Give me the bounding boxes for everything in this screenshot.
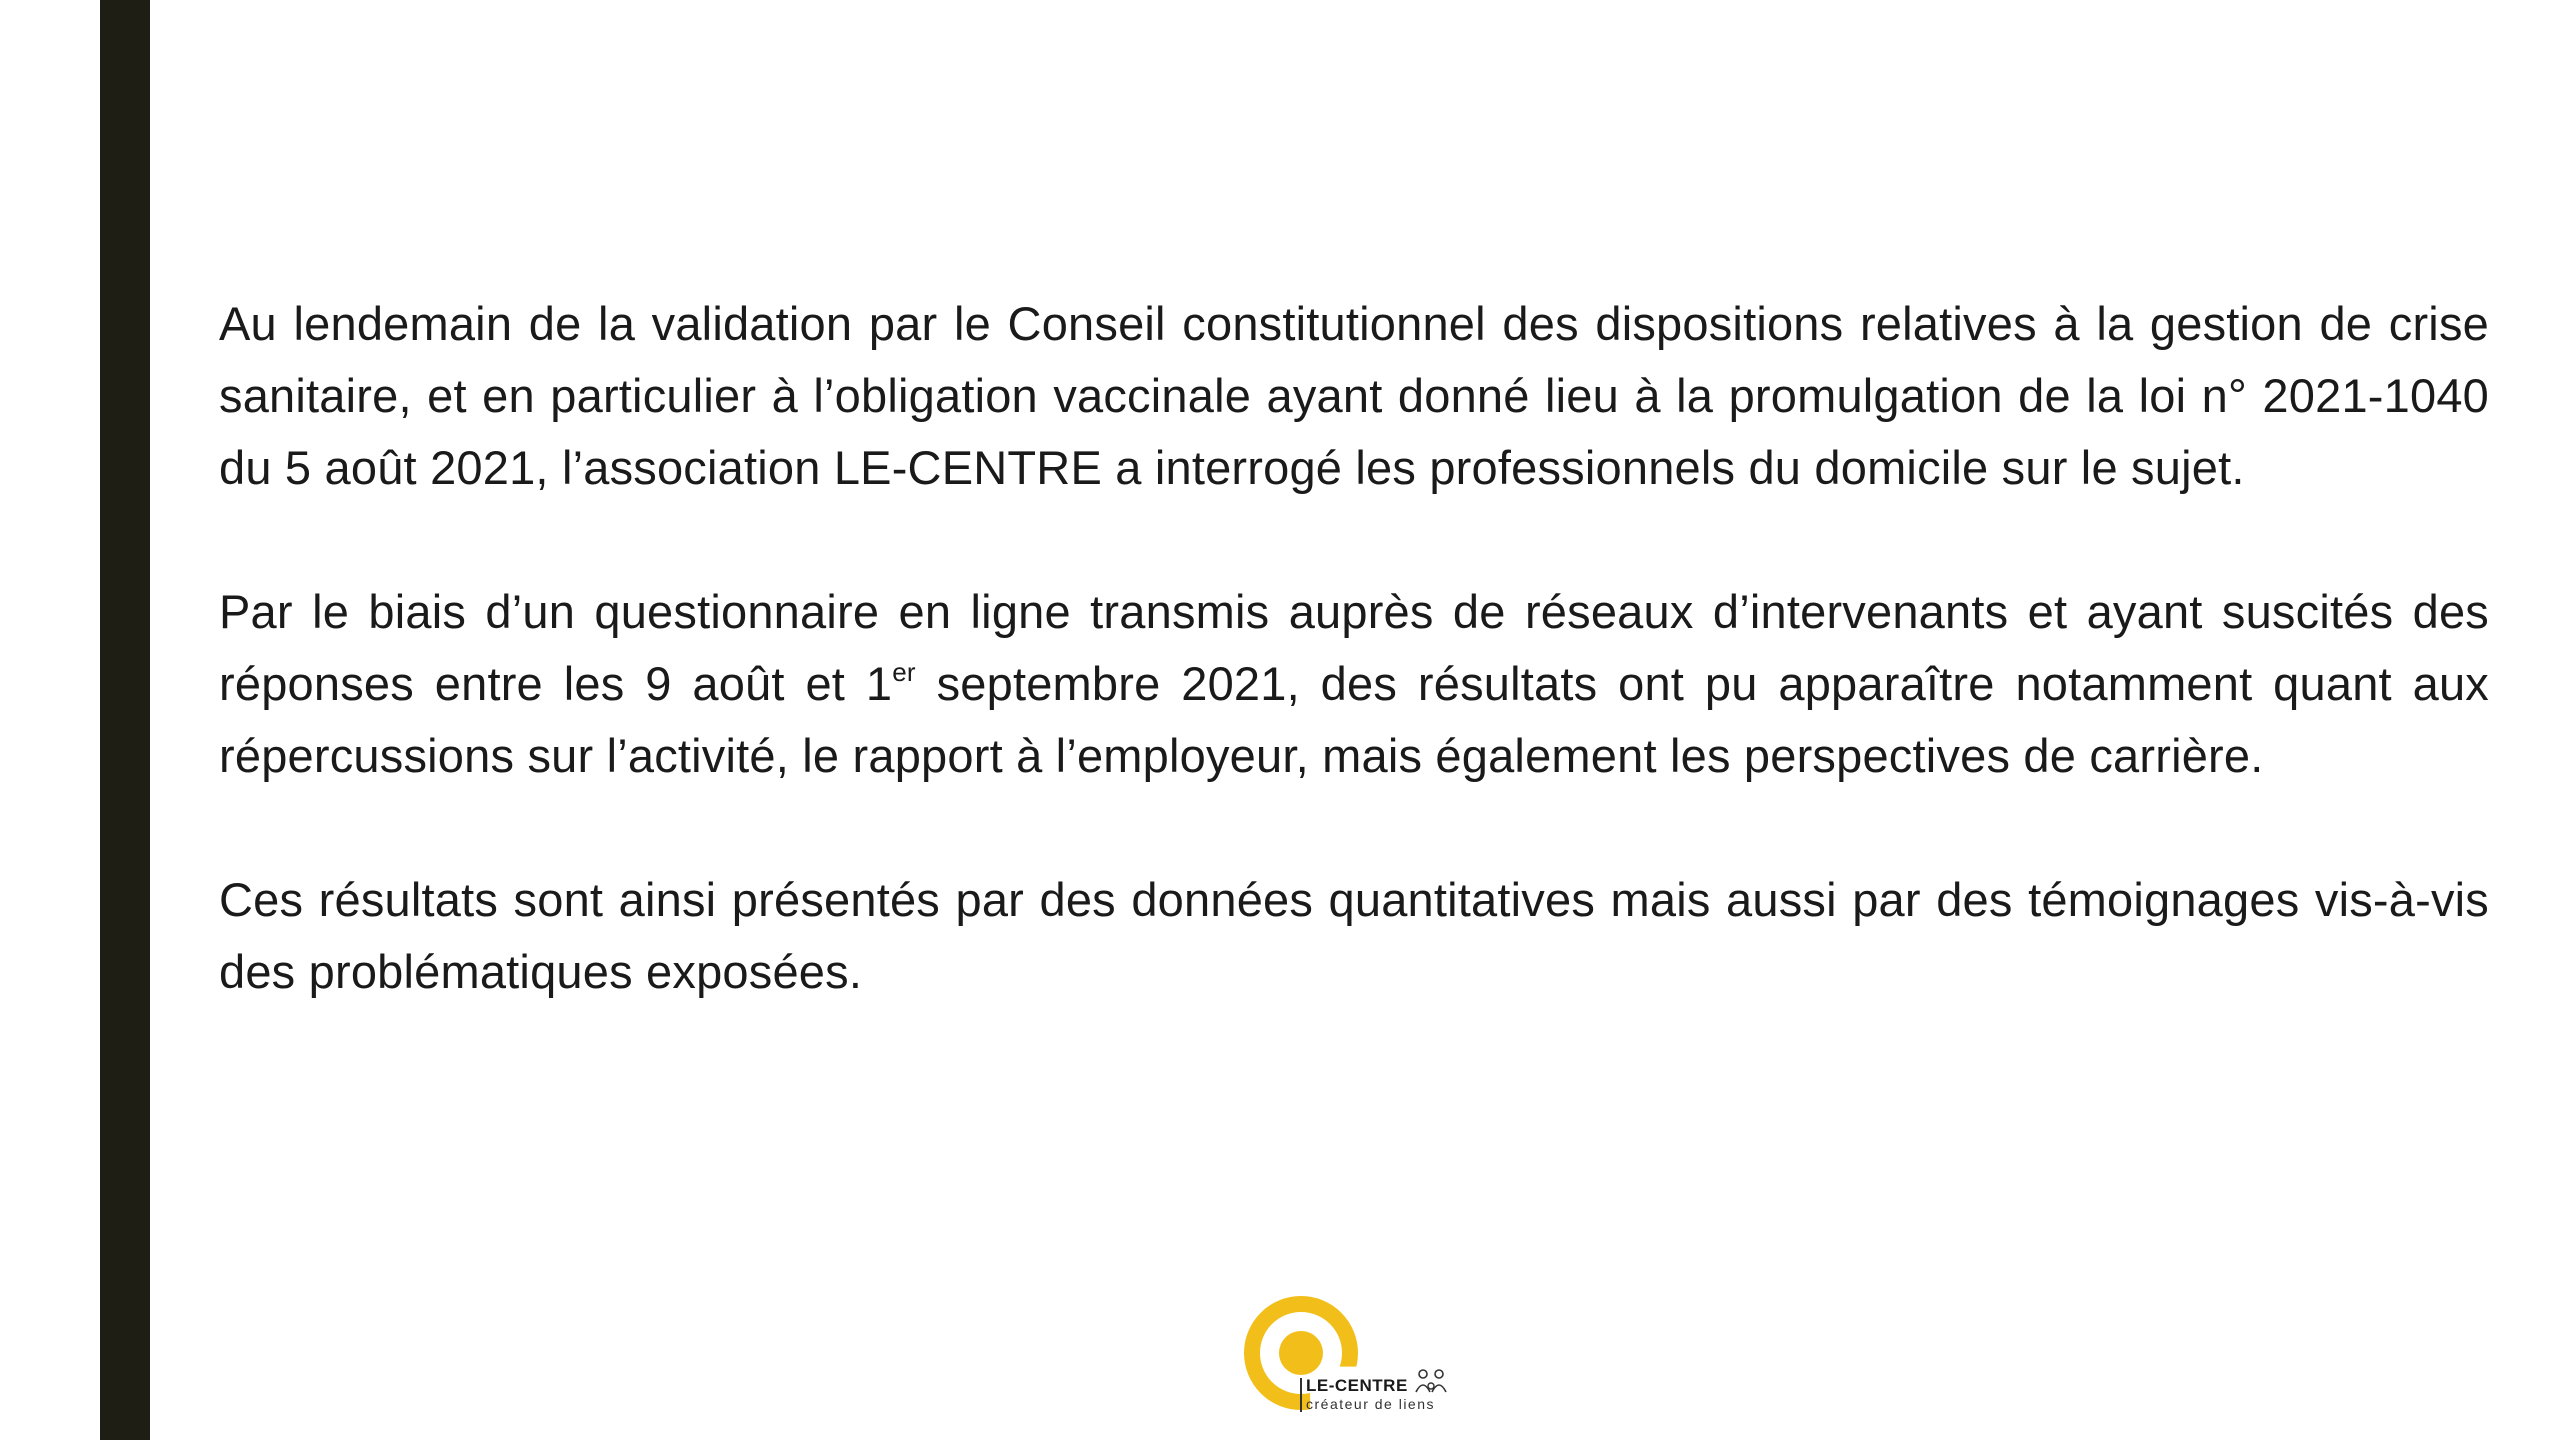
paragraph-intro: Au lendemain de la validation par le Conseil constitutionnel des dispositions relatives à la gestion de crise sanitaire, et en particulier à l’obligation vaccinale ayant donné lieu à la promulgation de la loi n° 2021-1040 du 5 août 2021, l’association LE-CENTRE a interrogé les professionnels du domicile sur le sujet.	[219, 297, 2489, 494]
people-icon	[1414, 1368, 1448, 1398]
ordinal-superscript: er	[892, 657, 916, 688]
logo-tagline: créateur de liens	[1306, 1396, 1436, 1412]
logo-divider	[1300, 1378, 1302, 1412]
le-centre-logo	[1244, 1296, 1464, 1420]
logo-dot-icon	[1279, 1331, 1323, 1375]
logo-name: LE-CENTRE	[1306, 1376, 1408, 1395]
body-text	[219, 288, 2489, 1080]
paragraph-results: Ces résultats sont ainsi présentés par des données quantitatives mais aussi par des témoignages vis-à-vis des problématiques exposées.	[219, 873, 2489, 998]
paragraph-method	[219, 576, 2489, 792]
paragraph-method-start: Par le biais d’un questionnaire en ligne transmis auprès de réseaux d’intervenants et ayant suscités des réponses entre les 9 août et 1	[219, 585, 2489, 710]
left-accent-bar	[100, 0, 150, 1440]
paragraph-method-end: septembre 2021, des résultats ont pu apparaître notamment quant aux répercussions sur l’activité, le rapport à l’employeur, mais également les perspectives de carrière.	[219, 657, 2489, 782]
